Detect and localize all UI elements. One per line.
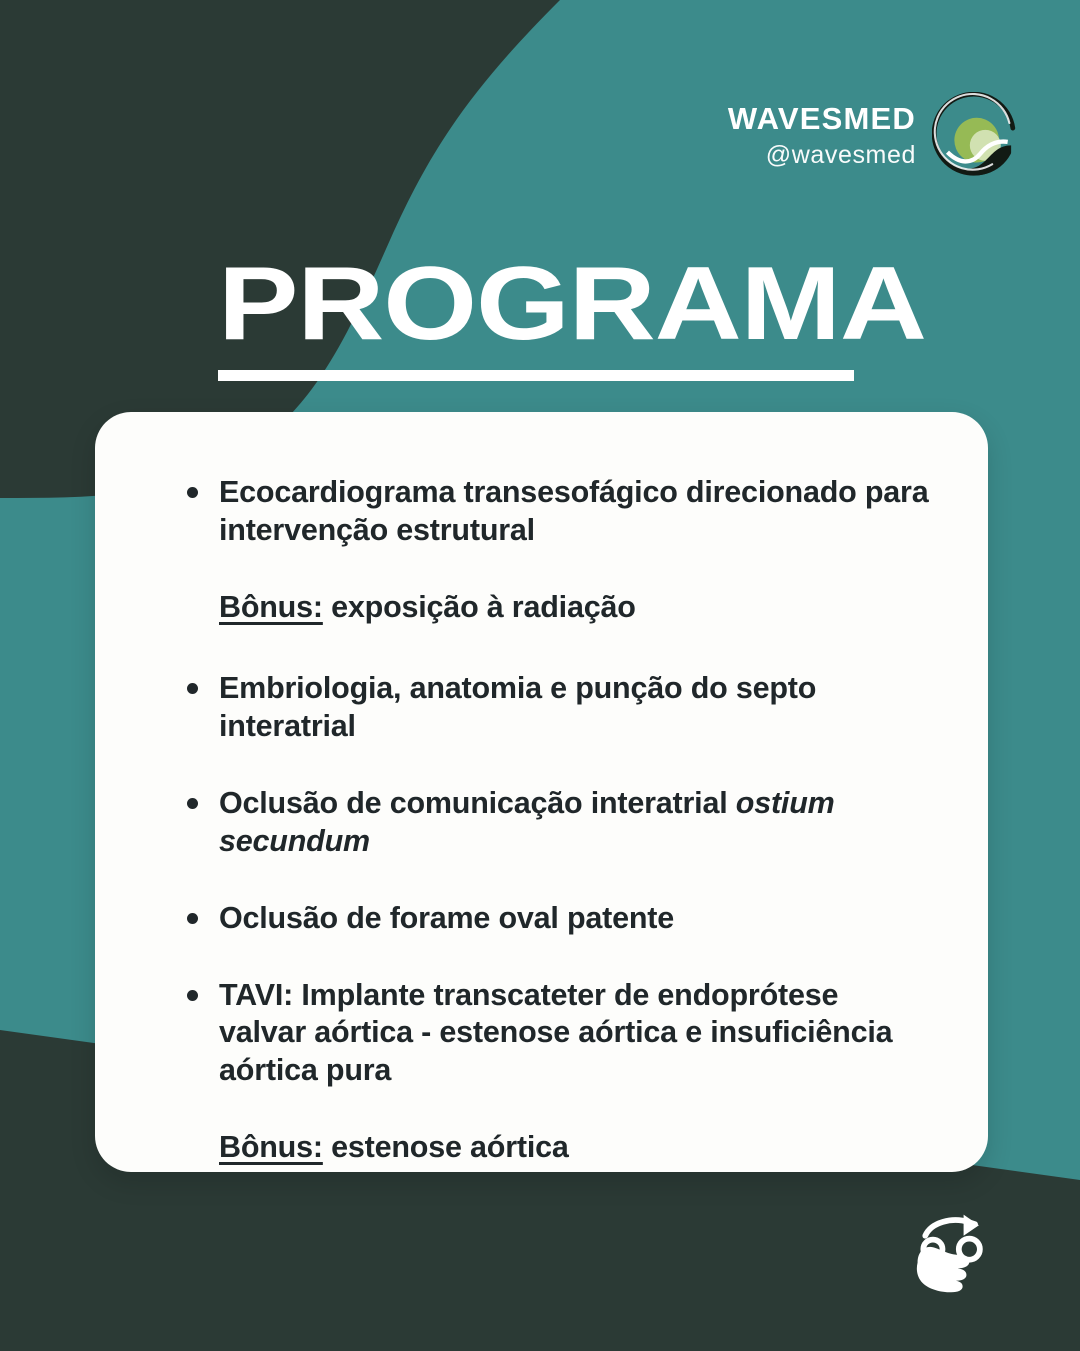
enso-wave-logo-icon	[932, 92, 1018, 178]
list-item-text: Oclusão de comunicação interatrial	[219, 786, 736, 821]
list-item-italic-text: ostium secundum	[219, 786, 835, 858]
page-title: PROGRAMA	[218, 246, 926, 362]
bonus-label: Bônus:	[219, 1129, 323, 1164]
bonus-text: estenose aórtica	[322, 1129, 569, 1164]
bonus-item	[183, 1129, 932, 1167]
page-title-block	[218, 246, 926, 381]
brand-name: WAVESMED	[727, 100, 916, 136]
list-item-text: Ecocardiograma transesofágico direcionado para intervenção estrutural	[219, 475, 929, 547]
list-item-text: Embriologia, anatomia e punção do septo interatrial	[219, 671, 817, 744]
list-item-text: TAVI: Implante transcateter de endoprótese valvar aórtica - estenose aórtica e insuficiência aórtica pura	[219, 977, 893, 1088]
swipe-gesture-icon[interactable]	[906, 1207, 1002, 1299]
brand-handle: @wavesmed	[765, 140, 916, 169]
list-item	[183, 474, 932, 550]
bonus-label: Bônus:	[219, 589, 323, 624]
title-underline	[218, 370, 854, 381]
program-list	[183, 474, 932, 1167]
bonus-item	[183, 589, 932, 627]
list-item	[183, 977, 932, 1090]
program-card	[95, 412, 988, 1172]
list-item	[183, 670, 932, 746]
brand-text-block	[727, 100, 916, 169]
brand-header	[728, 92, 1018, 178]
list-item	[183, 785, 932, 861]
list-item	[183, 900, 932, 938]
list-item-text: Oclusão de forame oval patente	[219, 900, 675, 935]
bonus-text: exposição à radiação	[322, 589, 636, 624]
